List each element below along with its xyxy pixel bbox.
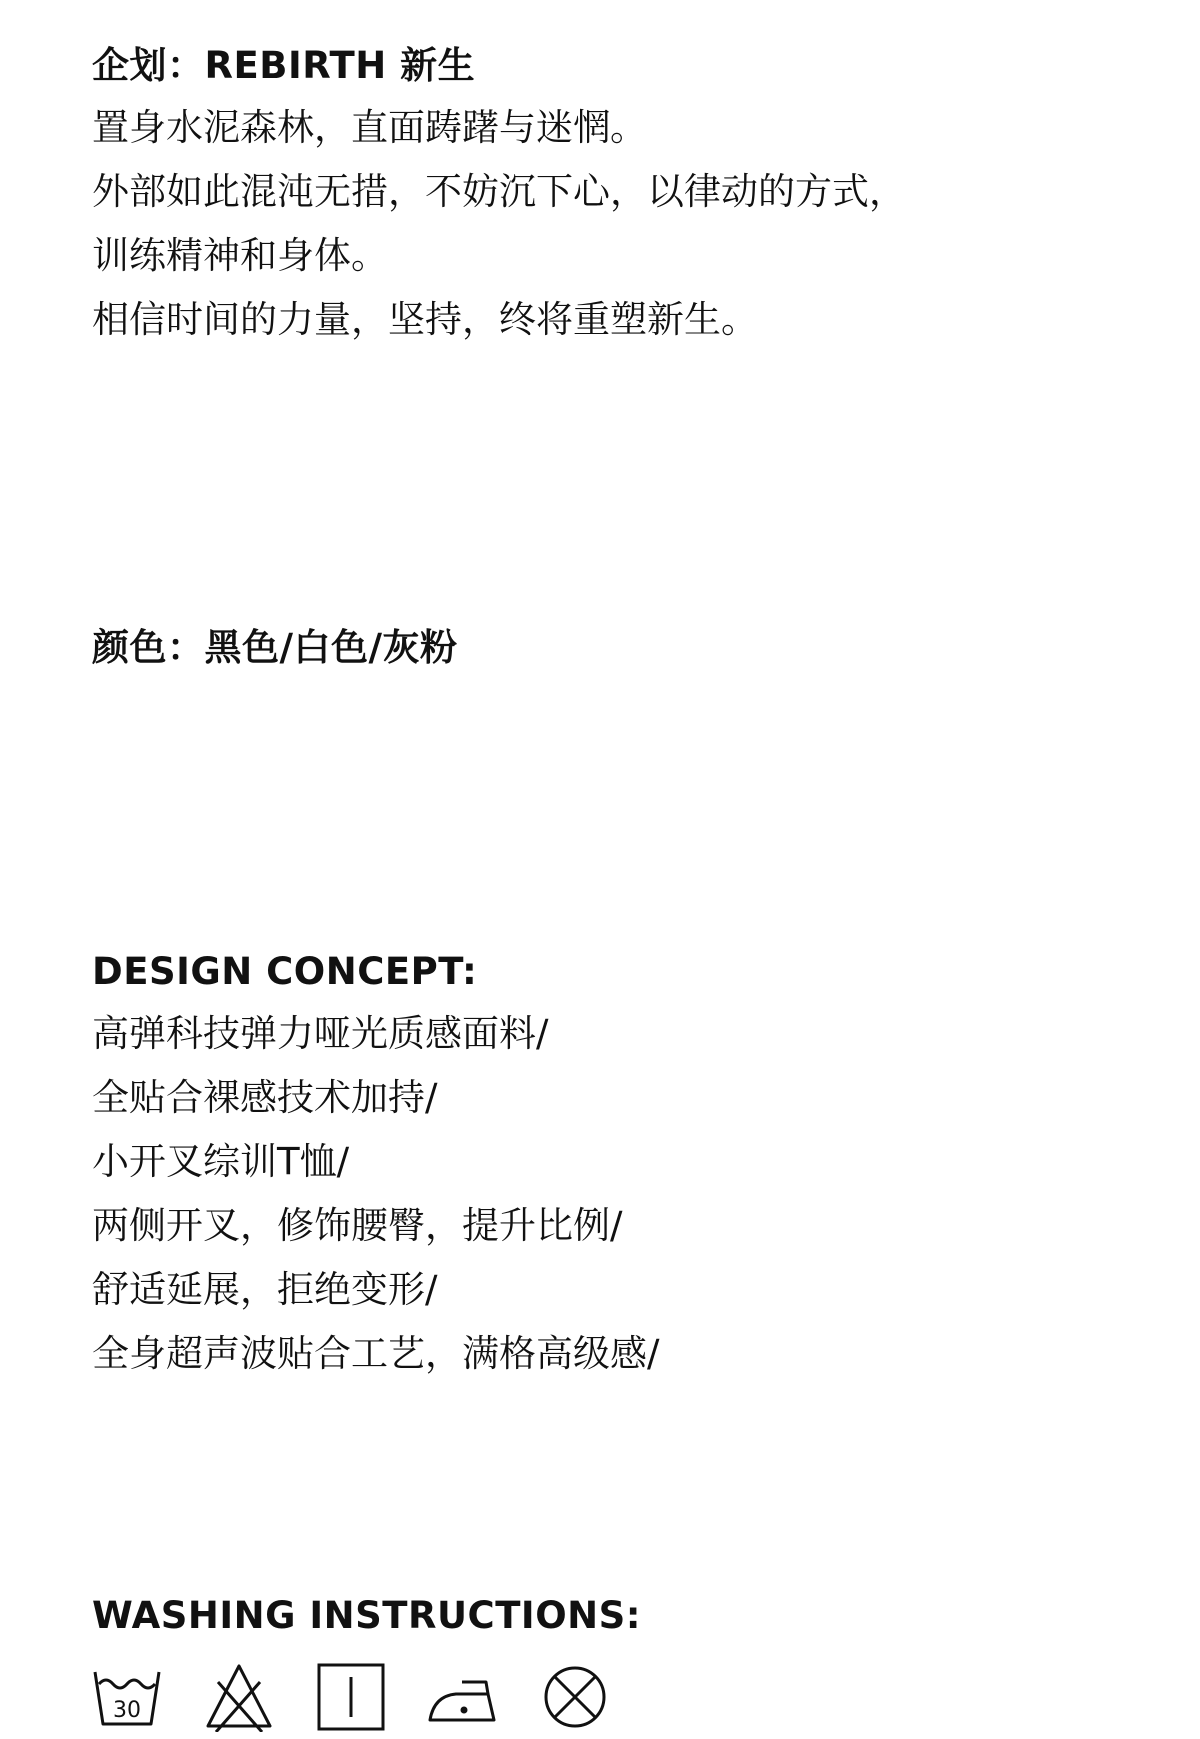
design-heading: DESIGN CONCEPT: — [92, 950, 478, 993]
wash-temperature: 30 — [113, 1698, 141, 1723]
washing-heading: WASHING INSTRUCTIONS: — [92, 1594, 642, 1637]
design-line: 舒适延展，拒绝变形/ — [92, 1268, 438, 1311]
design-line: 小开叉综训T恤/ — [92, 1140, 350, 1183]
design-line: 高弹科技弹力哑光质感面料/ — [92, 1012, 549, 1055]
design-line: 全身超声波贴合工艺，满格高级感/ — [92, 1332, 660, 1375]
concept-section — [92, 36, 1160, 352]
design-line: 全贴合裸感技术加持/ — [92, 1076, 438, 1119]
design-line: 两侧开叉，修饰腰臀，提升比例/ — [92, 1204, 623, 1247]
concept-line: 训练精神和身体。 — [92, 234, 388, 277]
washing-section — [92, 1586, 1160, 1732]
color-heading: 颜色：黑色/白色/灰粉 — [92, 626, 458, 669]
concept-heading: 企划：REBIRTH 新生 — [92, 44, 476, 87]
care-icons — [92, 1662, 1160, 1732]
concept-line: 置身水泥森林，直面踌躇与迷惘。 — [92, 106, 647, 149]
iron-low-icon — [428, 1662, 498, 1732]
do-not-tumble-dry-icon — [540, 1662, 610, 1732]
design-section — [92, 942, 1160, 1386]
color-section — [92, 618, 1160, 678]
concept-line: 外部如此混沌无措，不妨沉下心，以律动的方式， — [92, 170, 906, 213]
concept-line: 相信时间的力量，坚持，终将重塑新生。 — [92, 298, 758, 341]
hang-dry-icon — [316, 1662, 386, 1732]
wash-30-icon — [92, 1662, 162, 1732]
do-not-bleach-icon — [204, 1662, 274, 1732]
